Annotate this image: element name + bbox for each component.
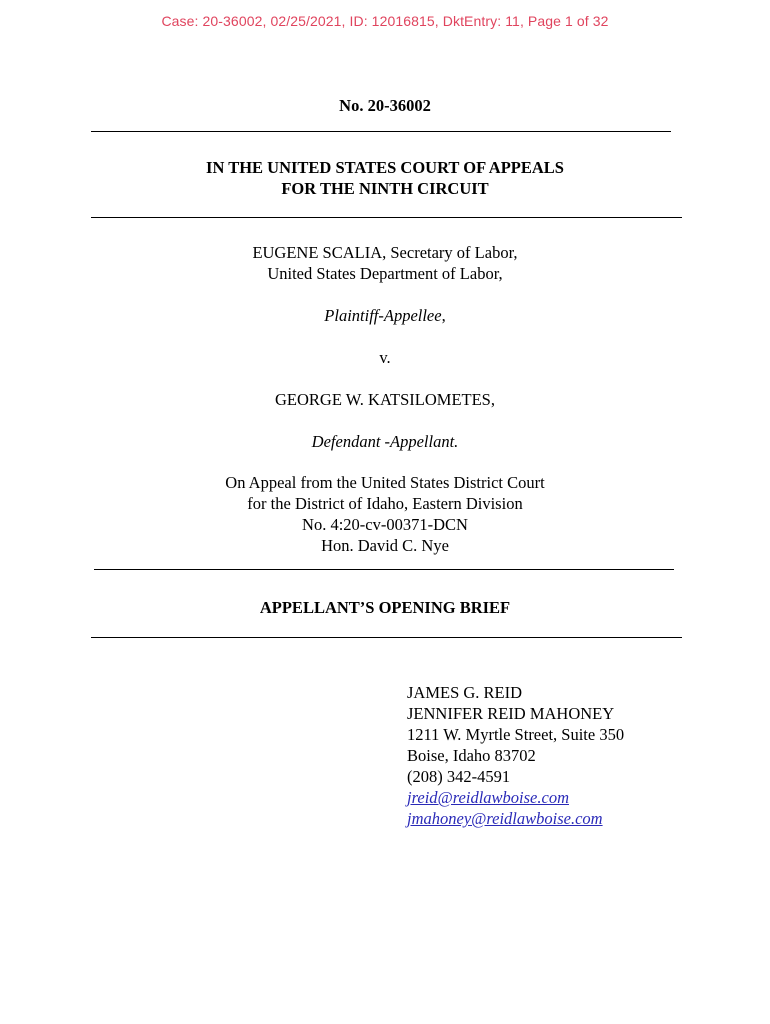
divider-dashed-top: [91, 131, 671, 132]
plaintiff-organization: United States Department of Labor,: [267, 264, 503, 283]
defendant-role: Defendant -Appellant.: [311, 432, 459, 451]
court-name-line2: FOR THE NINTH CIRCUIT: [281, 179, 489, 198]
plaintiff-name: EUGENE SCALIA, Secretary of Labor,: [252, 243, 518, 262]
counsel-email-link-1[interactable]: jreid@reidlawboise.com: [407, 788, 569, 807]
brief-title: APPELLANT’S OPENING BRIEF: [259, 598, 511, 617]
court-name-line1: IN THE UNITED STATES COURT OF APPEALS: [206, 158, 564, 177]
counsel-name-2: JENNIFER REID MAHONEY: [407, 704, 615, 723]
appeal-line2: for the District of Idaho, Eastern Division: [247, 494, 523, 513]
counsel-address-1: 1211 W. Myrtle Street, Suite 350: [407, 725, 625, 744]
counsel-block: [407, 682, 624, 829]
counsel-email-link-2[interactable]: jmahoney@reidlawboise.com: [407, 809, 603, 828]
counsel-phone: (208) 342-4591: [407, 767, 511, 786]
divider-rule-2: [91, 637, 682, 638]
divider-rule-1: [91, 217, 682, 218]
appeal-line4: Hon. David C. Nye: [321, 536, 449, 555]
appeal-line1: On Appeal from the United States District Court: [225, 473, 545, 492]
defendant-name: GEORGE W. KATSILOMETES,: [274, 390, 495, 409]
counsel-address-2: Boise, Idaho 83702: [407, 746, 536, 765]
versus: v.: [379, 348, 391, 367]
plaintiff-role-line: Plaintiff-Appellee,: [324, 306, 446, 325]
counsel-name-1: JAMES G. REID: [407, 683, 523, 702]
plaintiff-role: Plaintiff-Appellee: [324, 306, 442, 325]
divider-dashed-middle: [94, 569, 674, 570]
case-number: No. 20-36002: [339, 96, 431, 115]
docket-header-stamp: Case: 20-36002, 02/25/2021, ID: 12016815, DktEntry: 11, Page 1 of 32: [161, 13, 609, 29]
appeal-line3: No. 4:20-cv-00371-DCN: [302, 515, 468, 534]
